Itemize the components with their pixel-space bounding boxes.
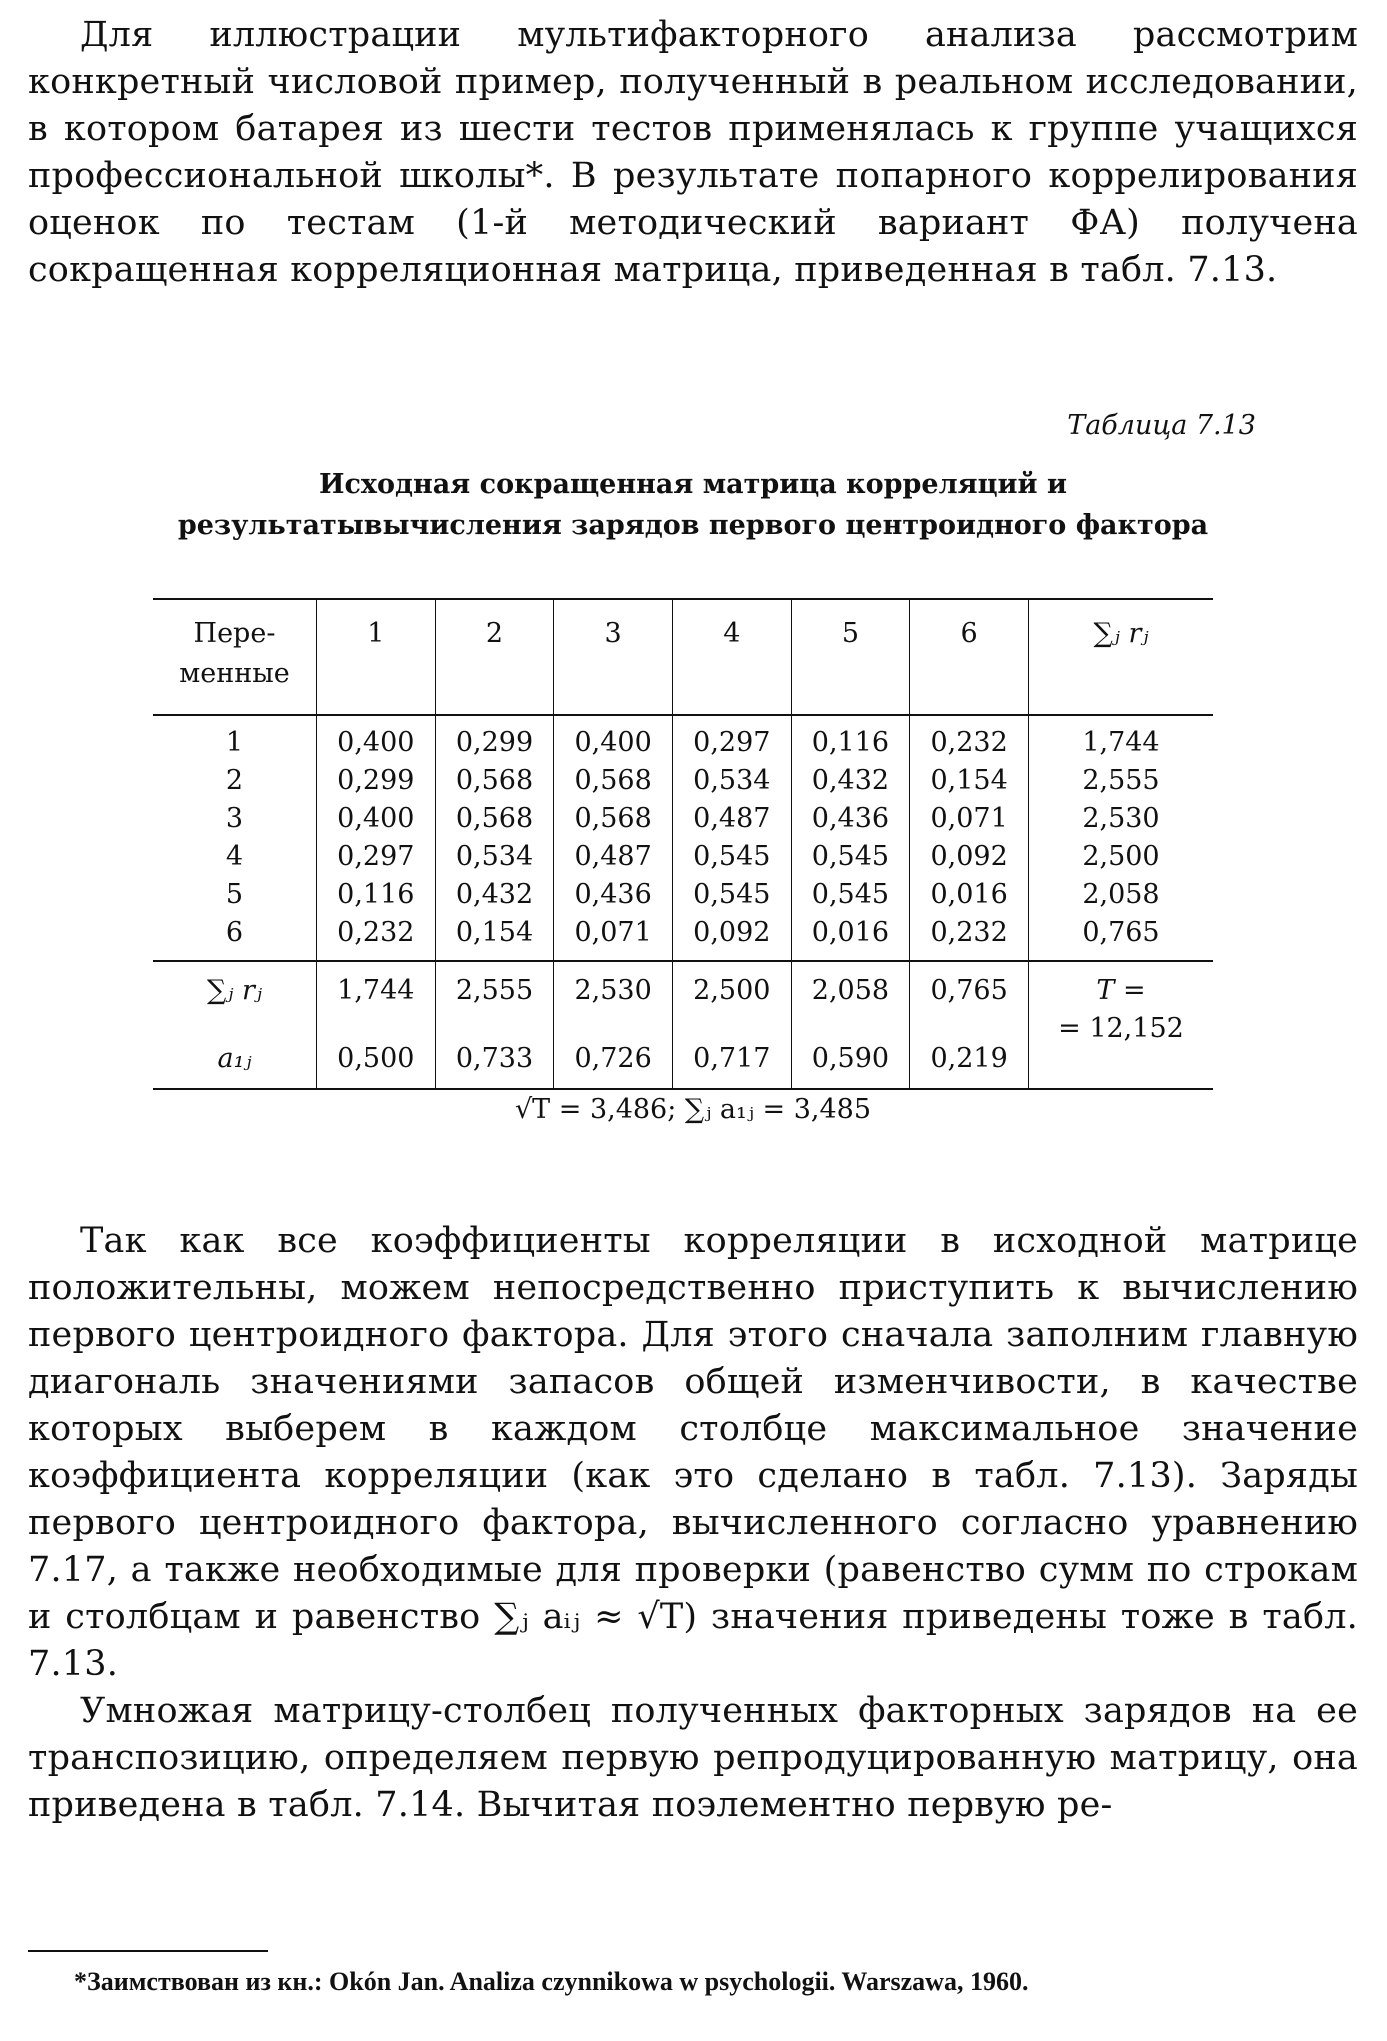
cell: 0,545 (672, 838, 791, 876)
row-label: 5 (225, 879, 244, 910)
column-sum-cell: 2,555 (435, 961, 554, 1024)
row-sum: 2,555 (1028, 762, 1213, 800)
row-label: 1 (225, 727, 244, 758)
header-row-sum: ∑ⱼ rⱼ (1028, 599, 1213, 715)
table-row (153, 762, 1213, 800)
row-sum: 2,500 (1028, 838, 1213, 876)
cell: 0,154 (910, 762, 1029, 800)
factor-loading-cell: 0,726 (554, 1024, 673, 1089)
cell: 0,232 (317, 914, 436, 961)
table-title (28, 464, 1358, 546)
table-title-line-1: Исходная сокращенная матрица корреляций и (318, 469, 1067, 500)
table-row (153, 876, 1213, 914)
cell: 0,487 (672, 800, 791, 838)
table-header-row (153, 599, 1213, 715)
cell: 0,534 (435, 838, 554, 876)
factor-loading-cell: 0,219 (910, 1024, 1029, 1089)
header-variables: Пере- менные (153, 599, 317, 715)
cell: 0,545 (791, 838, 910, 876)
intro-paragraph: Для иллюстрации мультифакторного анализа рассмотрим конкретный числовой пример, полученный в реальном исследовании, в котором батарея из шести тестов применялась к группе учащихся профессиональной школы*. В результате попарного коррелирования оценок по тестам (1-й методический вариант ФА) получена сокращенная корреляционная матрица, приведенная в табл. 7.13. (28, 15, 1358, 290)
column-sum-cell: 2,058 (791, 961, 910, 1024)
row-sum: 2,058 (1028, 876, 1213, 914)
cell: 0,092 (672, 914, 791, 961)
column-sum-row (153, 961, 1213, 1024)
cell: 0,545 (672, 876, 791, 914)
factor-loadings-label: a₁ⱼ (153, 1024, 317, 1089)
header-col-5: 5 (791, 599, 910, 715)
header-col-2: 2 (435, 599, 554, 715)
cell: 0,568 (435, 800, 554, 838)
row-label: 6 (225, 917, 244, 948)
row-sum: 2,530 (1028, 800, 1213, 838)
table-row (153, 715, 1213, 762)
cell: 0,436 (554, 876, 673, 914)
header-col-4: 4 (672, 599, 791, 715)
footnote-divider (28, 1950, 268, 1952)
cell: 0,154 (435, 914, 554, 961)
cell: 0,487 (554, 838, 673, 876)
header-col-1: 1 (317, 599, 436, 715)
row-label: 4 (225, 841, 244, 872)
column-sum-cell: 1,744 (317, 961, 436, 1024)
cell: 0,436 (791, 800, 910, 838)
cell: 0,232 (910, 914, 1029, 961)
column-sum-cell: 2,530 (554, 961, 673, 1024)
cell: 0,071 (554, 914, 673, 961)
grand-total-cell (1028, 961, 1213, 1089)
cell: 0,400 (317, 800, 436, 838)
factor-loading-cell: 0,717 (672, 1024, 791, 1089)
table-label: Таблица 7.13 (1067, 410, 1256, 441)
factor-loading-cell: 0,500 (317, 1024, 436, 1089)
column-sum-cell: 2,500 (672, 961, 791, 1024)
factor-loading-cell: 0,733 (435, 1024, 554, 1089)
grand-total-label: T = (1096, 975, 1146, 1006)
row-label: 3 (225, 803, 244, 834)
cell: 0,432 (435, 876, 554, 914)
cell: 0,297 (672, 715, 791, 762)
header-col-3: 3 (554, 599, 673, 715)
cell: 0,016 (791, 914, 910, 961)
cell: 0,071 (910, 800, 1029, 838)
cell: 0,400 (554, 715, 673, 762)
cell: 0,297 (317, 838, 436, 876)
cell: 0,232 (910, 715, 1029, 762)
cell: 0,116 (317, 876, 436, 914)
row-sum: 0,765 (1028, 914, 1213, 961)
table-title-line-2: результатывычисления зарядов первого центроидного фактора (177, 510, 1209, 541)
body-paragraph-2: Умножая матрицу-столбец полученных факторных зарядов на ее транспозицию, определяем первую репродуцированную матрицу, она приведена в табл. 7.14. Вычитая поэлементно первую ре- (28, 1691, 1358, 1825)
grand-total-value: = 12,152 (1058, 1013, 1184, 1044)
factor-loading-cell: 0,590 (791, 1024, 910, 1089)
table-check-formula: √T = 3,486; ∑ⱼ a₁ⱼ = 3,485 (514, 1094, 872, 1125)
cell: 0,092 (910, 838, 1029, 876)
row-sum: 1,744 (1028, 715, 1213, 762)
cell: 0,568 (435, 762, 554, 800)
cell: 0,116 (791, 715, 910, 762)
cell: 0,400 (317, 715, 436, 762)
footnote: *Заимствован из кн.: Okón Jan. Analiza czynnikowa w psychologii. Warszawa, 1960. (74, 1967, 1029, 1996)
table-row (153, 838, 1213, 876)
body-paragraph-1: Так как все коэффициенты корреляции в исходной матрице положительны, можем непосредственно приступить к вычислению первого центроидного фактора. Для этого сначала заполним главную диагональ значениями запасов общей изменчивости, в качестве которых выберем в каждом столбце максимальное значение коэффициента корреляции (как это сделано в табл. 7.13). Заряды первого центроидного фактора, вычисленного согласно уравнению 7.17, а также необходимые для проверки (равенство сумм по строкам и столбцам и равенство ∑ⱼ aᵢⱼ ≈ √T) значения приведены тоже в табл. 7.13. (28, 1221, 1358, 1684)
cell: 0,568 (554, 762, 673, 800)
cell: 0,299 (435, 715, 554, 762)
table-row (153, 800, 1213, 838)
row-label: 2 (225, 765, 244, 796)
column-sum-label: ∑ⱼ rⱼ (153, 961, 317, 1024)
cell: 0,299 (317, 762, 436, 800)
body-text (28, 1218, 1358, 1829)
correlation-matrix-table (153, 598, 1213, 1090)
header-col-6: 6 (910, 599, 1029, 715)
cell: 0,432 (791, 762, 910, 800)
cell: 0,016 (910, 876, 1029, 914)
table-row (153, 914, 1213, 961)
column-sum-cell: 0,765 (910, 961, 1029, 1024)
cell: 0,568 (554, 800, 673, 838)
cell: 0,545 (791, 876, 910, 914)
cell: 0,534 (672, 762, 791, 800)
